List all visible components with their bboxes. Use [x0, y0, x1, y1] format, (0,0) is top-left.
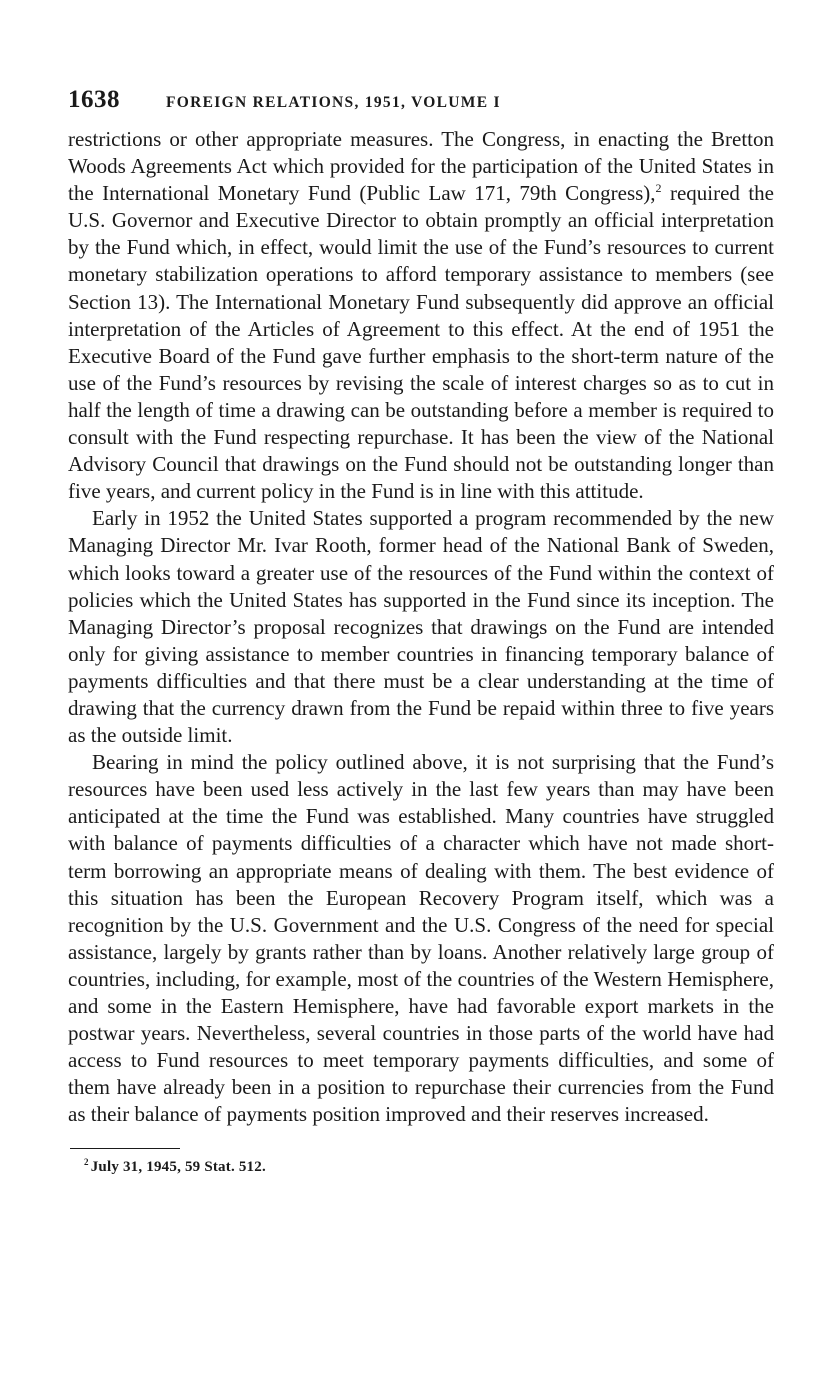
body-text	[68, 126, 774, 1128]
paragraph-2: Early in 1952 the United States supported a program recommended by the new Managing Director Mr. Ivar Rooth, former head of the National Bank of Sweden, which looks toward a greater use of the resources of the Fund within the context of policies which the United States has supported in the Fund since its inception. The Managing Director’s proposal recognizes that drawings on the Fund are intended only for giving assistance to member countries in financing temporary balance of payments difficulties and that there must be a clear understanding at the time of drawing that the currency drawn from the Fund be repaid within three to five years as the outside limit.	[68, 506, 774, 748]
footnote-marker: 2	[84, 1157, 89, 1168]
paragraph-1-text-b: required the U.S. Governor and Executive Director to obtain promptly an official interpretation by the Fund which, in effect, would limit the use of the Fund’s resources to current monetary stabilization operations to afford temporary assistance to members (see Section 13). The International Monetary Fund subsequently did approve an official interpretation of the Articles of Agreement to this effect. At the end of 1951 the Executive Board of the Fund gave further emphasis to the short-term nature of the use of the Fund’s resources by revising the scale of interest charges so as to cut in half the length of time a drawing can be outstanding before a member is required to consult with the Fund respecting repurchase. It has been the view of the National Advisory Council that drawings on the Fund should not be outstanding longer than five years, and current policy in the Fund is in line with this attitude.	[68, 181, 774, 504]
page-number: 1638	[68, 86, 120, 113]
running-head: FOREIGN RELATIONS, 1951, VOLUME I	[166, 94, 501, 111]
paragraph-3: Bearing in mind the policy outlined above, it is not surprising that the Fund’s resources have been used less actively in the last few years than may have been anticipated at the time the Fund was established. Many countries have struggled with balance of payments difficulties of a character which have not made short-term borrowing an appropriate means of dealing with them. The best evidence of this situation has been the European Recovery Program itself, which was a recognition by the U.S. Government and the U.S. Congress of the need for special assistance, largely by grants rather than by loans. Another relatively large group of countries, including, for example, most of the countries of the Western Hemisphere, and some in the Eastern Hemisphere, have had favorable export markets in the postwar years. Nevertheless, several countries in those parts of the world have had access to Fund resources to meet temporary payments difficulties, and some of them have already been in a position to repurchase their currencies from the Fund as their balance of payments position improved and their reserves increased.	[68, 750, 774, 1127]
page-header	[68, 86, 774, 126]
footnote	[84, 1159, 774, 1176]
footnote-reference: 2	[655, 181, 662, 196]
paragraph-1	[68, 126, 774, 505]
footnote-divider	[70, 1148, 180, 1149]
paragraph-1-text-a: restrictions or other appropriate measures. The Congress, in enacting the Bretton Woods Agreements Act which provided for the participation of the United States in the International Monetary Fund (Public Law 171, 79th Congress),	[68, 127, 774, 206]
footnote-text: July 31, 1945, 59 Stat. 512.	[90, 1159, 266, 1176]
document-page	[68, 86, 774, 1176]
